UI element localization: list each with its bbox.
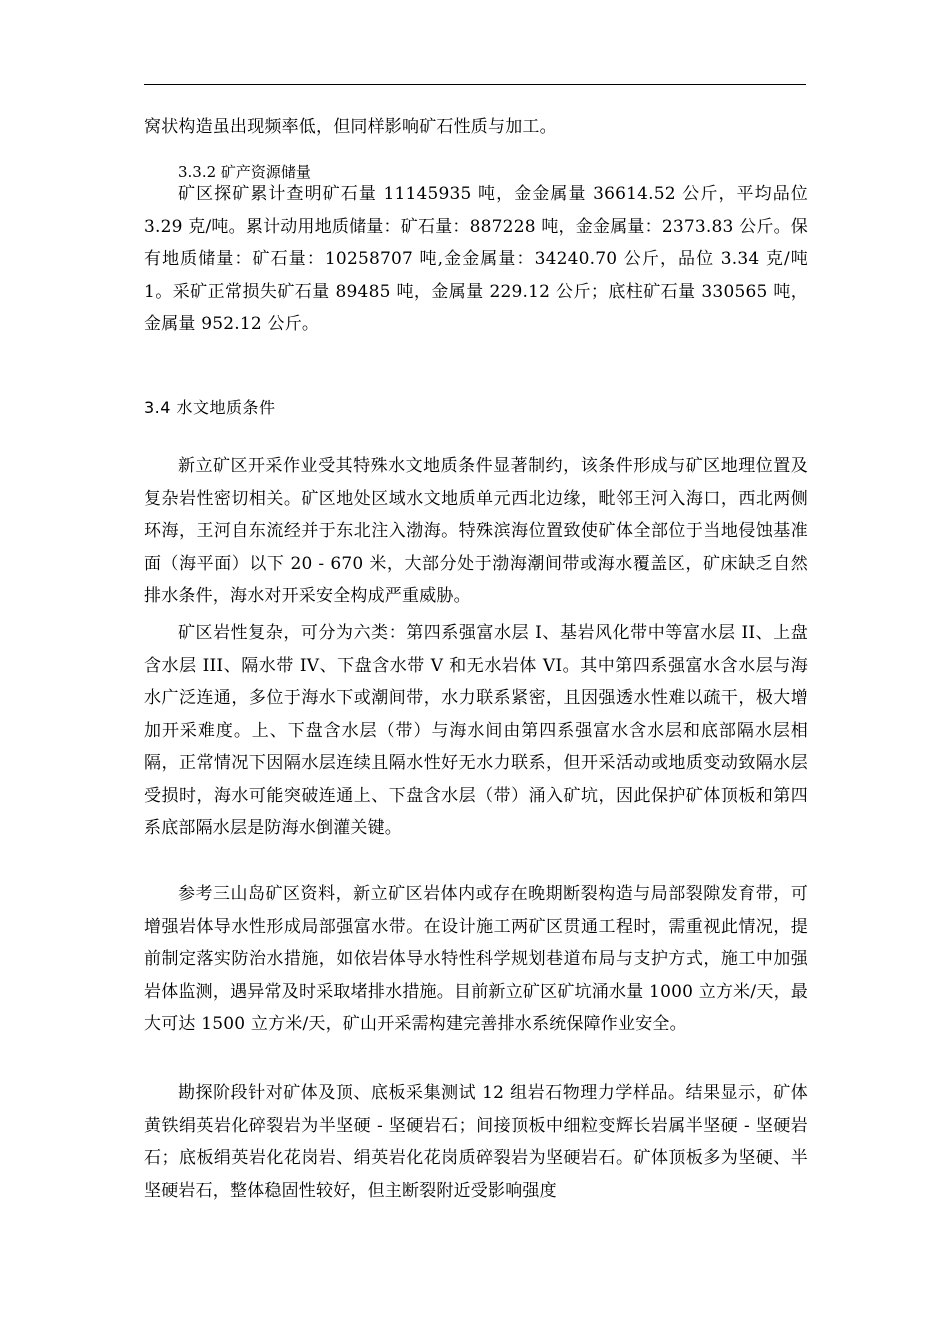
body-text-3: 参考三山岛矿区资料，新立矿区岩体内或存在晚期断裂构造与局部裂隙发育带，可增强岩体导水性形成局部强富水带。在设计施工两矿区贯通工程时，需重视此情况，提前制定落实防治水措施，如依岩体导水特性科学规划巷道布局与支护方式，施工中加强岩体监测，遇异常及时采取堵排水措施。目前新立矿区矿坑涌水量 1000 立方米/天，最大可达 1500 立方米/天，矿山开采需构建完善排水系统保障作业安全。 [144, 884, 808, 1034]
body-text-2: 矿区岩性复杂，可分为六类：第四系强富水层 I、基岩风化带中等富水层 II、上盘含水层 III、隔水带 IV、下盘含水带 V 和无水岩体 VI。其中第四系强富水含水层与海水广泛连通，多位于海水下或潮间带，水力联系紧密，且因强透水性难以疏干，极大增加开采难度。上、下盘含水层（带）与海水间由第四系强富水含水层和底部隔水层相隔，正常情况下因隔水层连续且隔水性好无水力联系，但开采活动或地质变动致隔水层受损时，海水可能突破连通上、下盘含水层（带）涌入矿坑，因此保护矿体顶板和第四系底部隔水层是防海水倒灌关键。 [144, 623, 808, 838]
body-paragraph-1 [144, 450, 808, 613]
header-rule [144, 84, 806, 85]
body-text-1: 新立矿区开采作业受其特殊水文地质条件显著制约，该条件形成与矿区地理位置及复杂岩性密切相关。矿区地处区域水文地质单元西北边缘，毗邻王河入海口，西北两侧环海，王河自东流经并于东北注入渤海。特殊滨海位置致使矿体全部位于当地侵蚀基准面（海平面）以下 20 - 670 米，大部分处于渤海潮间带或海水覆盖区，矿床缺乏自然排水条件，海水对开采安全构成严重威胁。 [144, 456, 808, 606]
reserves-text: 矿区探矿累计查明矿石量 11145935 吨，金金属量 36614.52 公斤，平均品位 3.29 克/吨。累计动用地质储量：矿石量：887228 吨，金金属量：2373.83 公斤。保有地质储量：矿石量：10258707 吨,金金属量：34240.70 公斤，品位 3.34 克/吨 1。采矿正常损失矿石量 89485 吨，金属量 229.12 公斤；底柱矿石量 330565 吨，金属量 952.12 公斤。 [144, 184, 808, 334]
body-paragraph-4 [144, 1077, 808, 1207]
body-text-4: 勘探阶段针对矿体及顶、底板采集测试 12 组岩石物理力学样品。结果显示，矿体黄铁绢英岩化碎裂岩为半坚硬 - 坚硬岩石；间接顶板中细粒变辉长岩属半坚硬 - 坚硬岩石；底板绢英岩化花岗岩、绢英岩化花岗质碎裂岩为坚硬岩石。矿体顶板多为坚硬、半坚硬岩石，整体稳固性较好，但主断裂附近受影响强度 [144, 1083, 808, 1201]
subsection-heading: 3.3.2 矿产资源储量 [178, 163, 311, 181]
body-paragraph-2 [144, 617, 808, 845]
continuation-paragraph [144, 111, 808, 144]
continuation-text: 窝状构造虽出现频率低，但同样影响矿石性质与加工。 [144, 117, 557, 137]
reserves-paragraph [144, 178, 808, 341]
body-paragraph-3 [144, 878, 808, 1041]
section-heading: 3.4 水文地质条件 [144, 398, 276, 417]
